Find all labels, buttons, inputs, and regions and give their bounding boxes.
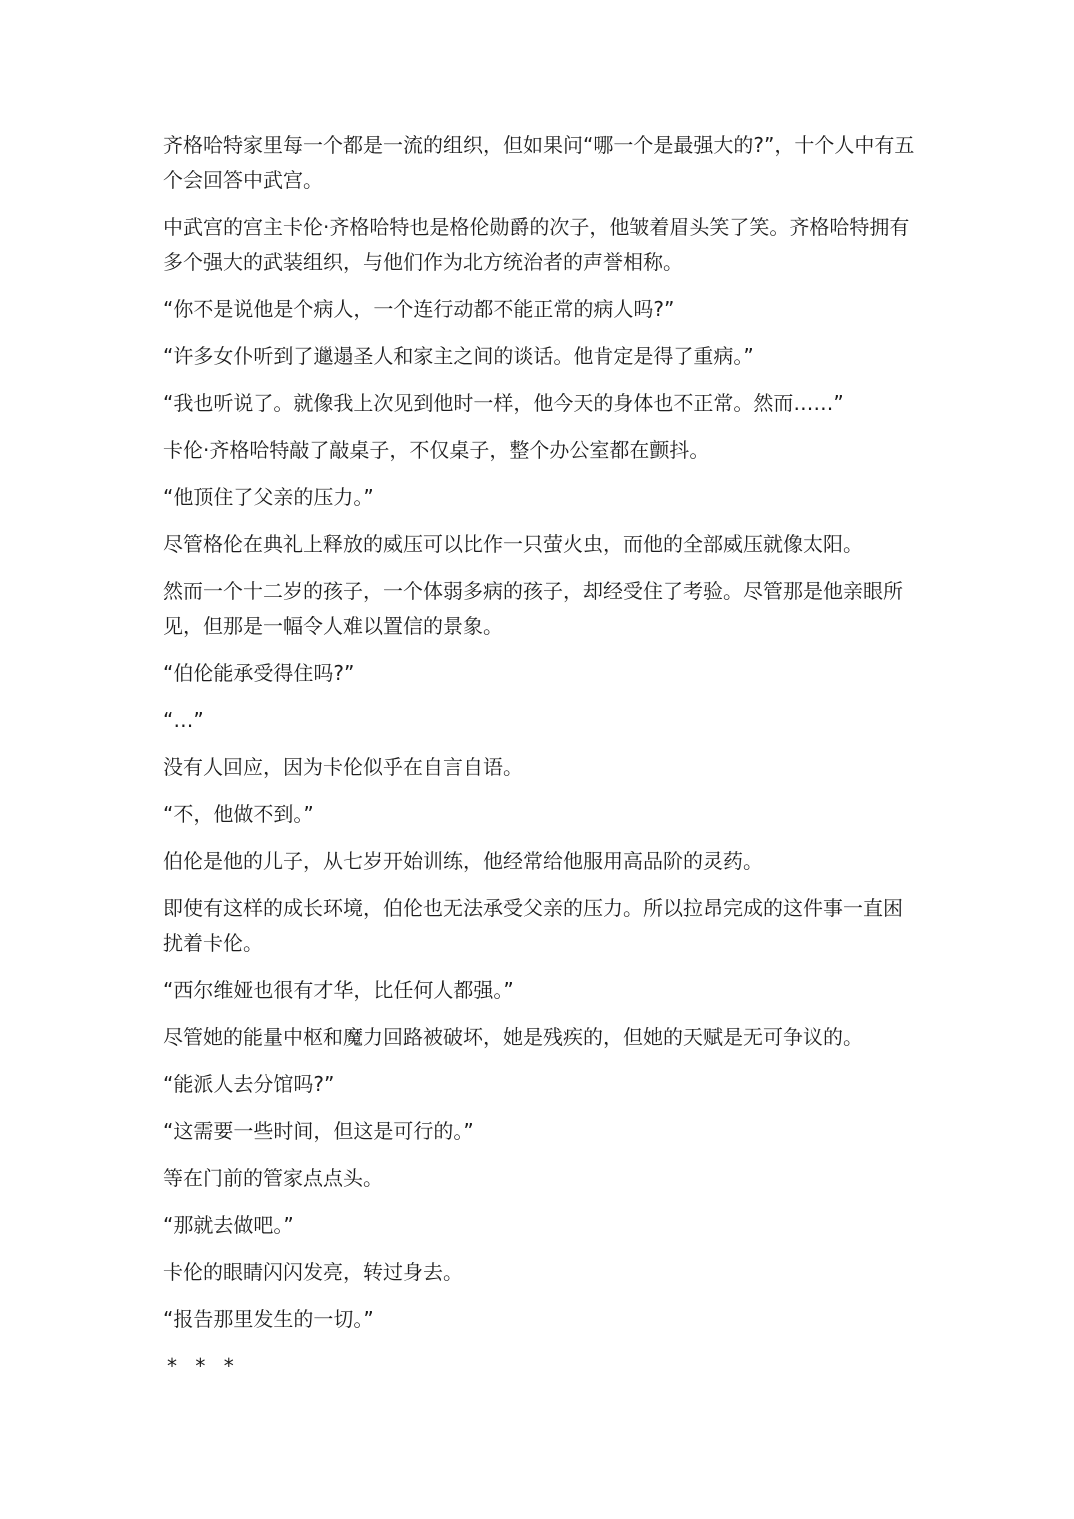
paragraph: “这需要一些时间，但这是可行的。” <box>163 1119 474 1143</box>
paragraph: “报告那里发生的一切。” <box>163 1307 374 1331</box>
paragraph: 中武宫的宫主卡伦·齐格哈特也是格伦勋爵的次子，他皱着眉头笑了笑。齐格哈特拥有多个强大的武装组织，与他们作为北方统治者的声誉相称。 <box>163 215 910 274</box>
paragraph: 即使有这样的成长环境，伯伦也无法承受父亲的压力。所以拉昂完成的这件事一直困扰着卡伦。 <box>163 896 903 955</box>
paragraph: 伯伦是他的儿子，从七岁开始训练，他经常给他服用高品阶的灵药。 <box>163 849 763 873</box>
paragraph: 等在门前的管家点点头。 <box>163 1166 383 1190</box>
paragraph: 卡伦·齐格哈特敲了敲桌子，不仅桌子，整个办公室都在颤抖。 <box>163 438 710 462</box>
paragraph: “西尔维娅也很有才华，比任何人都强。” <box>163 978 514 1002</box>
paragraph: 没有人回应，因为卡伦似乎在自言自语。 <box>163 755 523 779</box>
paragraph: “他顶住了父亲的压力。” <box>163 485 374 509</box>
paragraph: “能派人去分馆吗?” <box>163 1072 335 1096</box>
paragraph: 尽管格伦在典礼上释放的威压可以比作一只萤火虫，而他的全部威压就像太阳。 <box>163 532 863 556</box>
section-separator: * * * <box>167 1354 240 1378</box>
paragraph: “你不是说他是个病人，一个连行动都不能正常的病人吗?” <box>163 297 675 321</box>
paragraph: “伯伦能承受得住吗?” <box>163 661 355 685</box>
paragraph: “许多女仆听到了邋遢圣人和家主之间的谈话。他肯定是得了重病。” <box>163 344 754 368</box>
paragraph: 尽管她的能量中枢和魔力回路被破坏，她是残疾的，但她的天赋是无可争议的。 <box>163 1025 863 1049</box>
paragraph: “不，他做不到。” <box>163 802 314 826</box>
paragraph: 然而一个十二岁的孩子，一个体弱多病的孩子，却经受住了考验。尽管那是他亲眼所见，但那是一幅令人难以置信的景象。 <box>163 579 903 638</box>
paragraph: 齐格哈特家里每一个都是一流的组织，但如果问“哪一个是最强大的?”，十个人中有五个会回答中武宫。 <box>163 133 915 192</box>
paragraph: “我也听说了。就像我上次见到他时一样，他今天的身体也不正常。然而……” <box>163 391 844 415</box>
paragraph: 卡伦的眼睛闪闪发亮，转过身去。 <box>163 1260 463 1284</box>
paragraph: “…” <box>163 708 204 732</box>
document-body <box>163 128 915 1384</box>
paragraph: “那就去做吧。” <box>163 1213 294 1237</box>
